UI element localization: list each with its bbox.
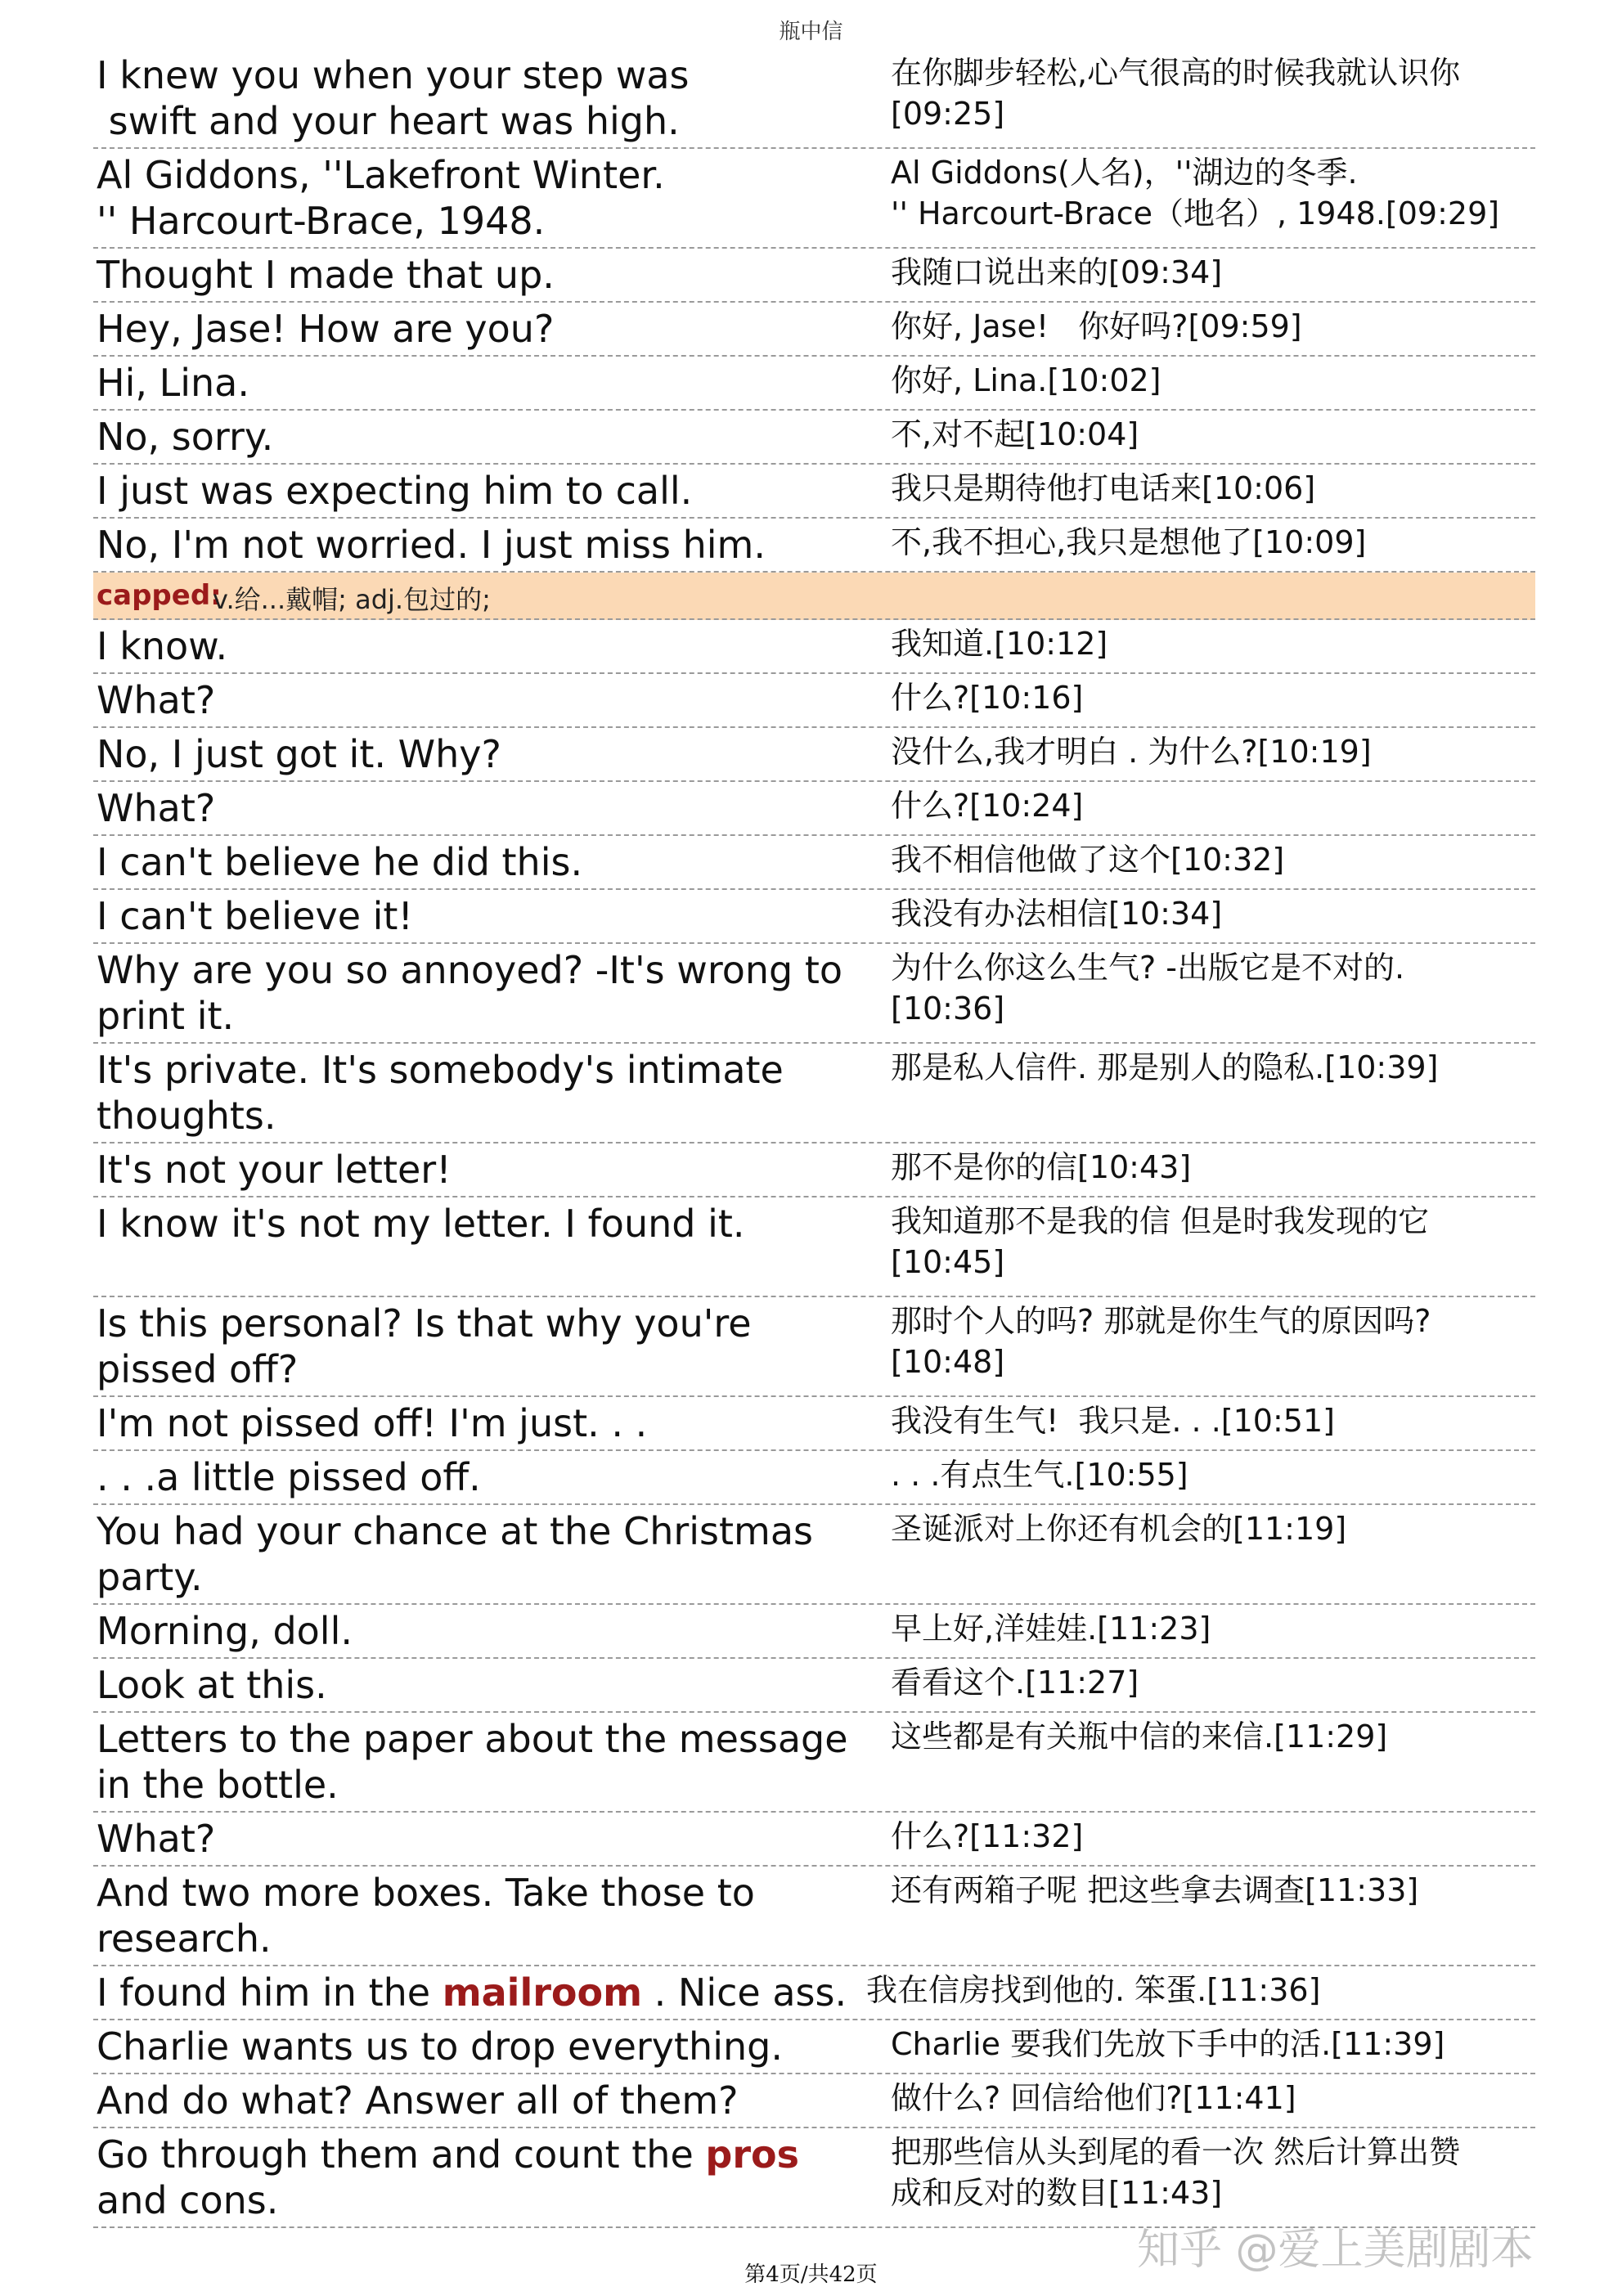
- chinese-line: 做什么? 回信给他们?[11:41]: [891, 2080, 1296, 2116]
- chinese-line: 什么?[10:24]: [891, 788, 1084, 824]
- table-row: [93, 49, 1535, 149]
- english-line: Hey, Jase! How are you?: [97, 307, 555, 351]
- chinese-line: Al Giddons(人名)，''湖边的冬季. '' Harcourt-Brace（地名）, 1948.[09:29]: [891, 155, 1500, 231]
- table-row: [93, 2074, 1535, 2128]
- english-line: I know it's not my letter. I found it.: [97, 1202, 745, 1246]
- rows-tail: [93, 2020, 1535, 2128]
- chinese-line: 看看这个.[11:27]: [891, 1665, 1139, 1701]
- english-line: I can't believe it!: [97, 894, 413, 938]
- chinese-line: 没什么,我才明白 . 为什么?[10:19]: [891, 734, 1372, 770]
- table-row: [93, 2020, 1535, 2074]
- chinese-line: 那不是你的信[10:43]: [891, 1149, 1192, 1185]
- table-row-pros: [93, 2128, 1535, 2228]
- table-row: [93, 1297, 1535, 1397]
- english-line: No, I'm not worried. I just miss him.: [97, 523, 766, 567]
- table-row: [93, 357, 1535, 411]
- chinese-line: 什么?[11:32]: [891, 1818, 1084, 1854]
- english-line: Is this personal? Is that why you're pissed off?: [97, 1301, 752, 1391]
- english-line: No, sorry.: [97, 415, 274, 459]
- table-row: [93, 149, 1535, 249]
- table-row: [93, 519, 1535, 573]
- english-line: Morning, doll.: [97, 1609, 353, 1653]
- table-row: [93, 1713, 1535, 1813]
- table-row-mailroom: [93, 1966, 1535, 2020]
- chinese-line: 还有两箱子呢 把这些拿去调查[11:33]: [891, 1872, 1419, 1908]
- chinese-line: . . .有点生气.[10:55]: [891, 1457, 1188, 1493]
- english-text-before: I found him in the: [97, 1970, 443, 2015]
- vocab-note: [93, 573, 1535, 620]
- page-header: 瓶中信: [779, 20, 843, 44]
- chinese-line: 那时个人的吗? 那就是你生气的原因吗? [10:48]: [891, 1303, 1431, 1380]
- english-line: No, I just got it. Why?: [97, 732, 501, 776]
- chinese-line: 为什么你这么生气? -出版它是不对的. [10:36]: [891, 950, 1405, 1027]
- chinese-line: 不,对不起[10:04]: [891, 416, 1139, 452]
- english-line: Hi, Lina.: [97, 361, 249, 405]
- chinese-line: 那是私人信件. 那是别人的隐私.[10:39]: [891, 1049, 1439, 1085]
- english-line: Thought I made that up.: [97, 253, 555, 297]
- table-row: [93, 620, 1535, 674]
- english-line: What?: [97, 678, 216, 722]
- english-line: I know.: [97, 624, 228, 668]
- table-row: [93, 249, 1535, 303]
- table-row: [93, 674, 1535, 728]
- table-row: [93, 836, 1535, 890]
- english-line: Al Giddons, ''Lakefront Winter. '' Harcourt-Brace, 1948.: [97, 153, 665, 243]
- english-line: Charlie wants us to drop everything.: [97, 2024, 783, 2069]
- rows-after-vocab: [93, 620, 1535, 1966]
- chinese-line: 我在信房找到他的. 笨蛋.[11:36]: [866, 1972, 1321, 2008]
- table-row: [93, 944, 1535, 1044]
- chinese-line: 这些都是有关瓶中信的来信.[11:29]: [891, 1719, 1388, 1755]
- table-row: [93, 303, 1535, 357]
- english-line: What?: [97, 786, 216, 830]
- chinese-line: 我知道那不是我的信 但是时我发现的它 [10:45]: [891, 1203, 1430, 1280]
- chinese-line: 什么?[10:16]: [891, 680, 1084, 716]
- vocab-word: capped:: [97, 579, 222, 612]
- chinese-line: 我不相信他做了这个[10:32]: [891, 842, 1285, 878]
- table-row: [93, 1867, 1535, 1966]
- table-row: [93, 465, 1535, 519]
- table-row: [93, 728, 1535, 782]
- table-row: [93, 411, 1535, 465]
- english-line: Why are you so annoyed? -It's wrong to print it.: [97, 948, 843, 1038]
- chinese-line: 不,我不担心,我只是想他了[10:09]: [891, 524, 1367, 560]
- english-line: It's private. It's somebody's intimate thoughts.: [97, 1048, 784, 1138]
- english-text-before: Go through them and count the: [97, 2132, 706, 2177]
- english-line: And do what? Answer all of them?: [97, 2078, 739, 2123]
- watermark: 知乎 @爱上美剧剧本: [1137, 2226, 1534, 2275]
- table-row: [93, 1197, 1535, 1297]
- page-footer: 第4页/共42页: [744, 2262, 878, 2287]
- table-row: [93, 1044, 1535, 1144]
- highlighted-word: mailroom: [442, 1970, 643, 2015]
- table-row: [93, 890, 1535, 944]
- english-line: You had your chance at the Christmas party.: [97, 1509, 814, 1599]
- table-row: [93, 1813, 1535, 1867]
- chinese-line: 我随口说出来的[09:34]: [891, 254, 1223, 290]
- english-line: [97, 1970, 882, 2015]
- english-text-after: . Nice ass.: [642, 1970, 847, 2015]
- chinese-line: 我知道.[10:12]: [891, 626, 1108, 662]
- chinese-line: 在你脚步轻松,心气很高的时候我就认识你 [09:25]: [891, 55, 1461, 132]
- chinese-line: 我没有办法相信[10:34]: [891, 896, 1223, 932]
- english-line: I can't believe he did this.: [97, 840, 583, 884]
- chinese-line: 把那些信从头到尾的看一次 然后计算出赞 成和反对的数目[11:43]: [891, 2134, 1461, 2211]
- english-line: What?: [97, 1817, 216, 1861]
- english-line: [97, 2132, 882, 2223]
- table-row: [93, 782, 1535, 836]
- chinese-line: Charlie 要我们先放下手中的活.[11:39]: [891, 2026, 1445, 2062]
- table-row: [93, 1605, 1535, 1659]
- english-line: Letters to the paper about the message in the bottle.: [97, 1717, 848, 1807]
- english-line: Look at this.: [97, 1663, 327, 1707]
- vocab-definition: v.给...戴帽; adj.包过的;: [213, 584, 491, 615]
- table-row: [93, 1144, 1535, 1197]
- english-line: It's not your letter!: [97, 1148, 452, 1192]
- english-line: And two more boxes. Take those to research.: [97, 1871, 755, 1961]
- chinese-line: 圣诞派对上你还有机会的[11:19]: [891, 1511, 1347, 1547]
- english-text-after: and cons.: [97, 2178, 279, 2222]
- rows-before-vocab: [93, 49, 1535, 573]
- chinese-line: 我没有生气! 我只是. . .[10:51]: [891, 1403, 1335, 1439]
- subtitle-table: [93, 49, 1535, 2228]
- table-row: [93, 1659, 1535, 1713]
- chinese-line: 早上好,洋娃娃.[11:23]: [891, 1611, 1211, 1647]
- chinese-line: 你好, Lina.[10:02]: [891, 362, 1161, 398]
- english-line: I'm not pissed off! I'm just. . .: [97, 1401, 648, 1445]
- english-line: I knew you when your step was swift and your heart was high.: [97, 53, 690, 143]
- chinese-line: 我只是期待他打电话来[10:06]: [891, 470, 1316, 506]
- highlighted-word: pros: [705, 2132, 799, 2177]
- english-line: I just was expecting him to call.: [97, 469, 693, 513]
- table-row: [93, 1505, 1535, 1605]
- chinese-line: 你好, Jase! 你好吗?[09:59]: [891, 308, 1302, 344]
- table-row: [93, 1451, 1535, 1505]
- english-line: . . .a little pissed off.: [97, 1455, 481, 1499]
- table-row: [93, 1397, 1535, 1451]
